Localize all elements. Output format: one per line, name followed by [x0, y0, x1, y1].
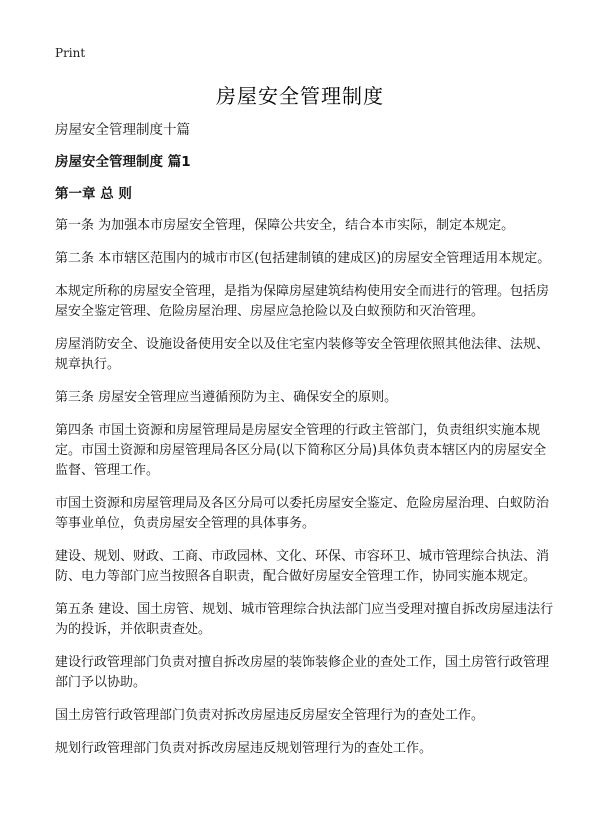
- paragraph: 建设行政管理部门负责对擅自拆改房屋的装饰装修企业的查处工作，国土房管行政管理部门予以协助。: [55, 655, 550, 690]
- print-label: Print: [55, 46, 86, 60]
- paragraph: 第四条 市国土资源和房屋管理局是房屋安全管理的行政主管部门，负责组织实施本规定。市国土资源和房屋管理局各区分局(以下简称区分局)具体负责本辖区内的房屋安全监督、管理工作。: [55, 423, 547, 478]
- paragraph: 第一条 为加强本市房屋安全管理，保障公共安全，结合本市实际，制定本规定。: [55, 218, 515, 233]
- paragraph: 房屋消防安全、设施设备使用安全以及住宅室内装修等安全管理依照其他法律、法规、规章执行。: [55, 337, 550, 372]
- paragraph: 第五条 建设、国土房管、规划、城市管理综合执法部门应当受理对擅自拆改房屋违法行为的投诉，并依职责查处。: [55, 602, 554, 637]
- paragraph: 本规定所称的房屋安全管理，是指为保障房屋建筑结构使用安全而进行的管理。包括房屋安全鉴定管理、危险房屋治理、房屋应急抢险以及白蚁预防和灭治管理。: [55, 284, 550, 319]
- paragraph: 第三条 房屋安全管理应当遵循预防为主、确保安全的原则。: [55, 390, 398, 405]
- document-body: [55, 120, 555, 772]
- paragraph: 国土房管行政管理部门负责对拆改房屋违反房屋安全管理行为的查处工作。: [55, 708, 485, 723]
- document-subtitle: 房屋安全管理制度十篇: [55, 122, 190, 138]
- paragraph: 第二条 本市辖区范围内的城市市区(包括建制镇的建成区)的房屋安全管理适用本规定。: [55, 251, 551, 266]
- paragraph: 建设、规划、财政、工商、市政园林、文化、环保、市容环卫、城市管理综合执法、消防、电力等部门应当按照各自职责，配合做好房屋安全管理工作，协同实施本规定。: [55, 549, 550, 584]
- paragraph: 市国土资源和房屋管理局及各区分局可以委托房屋安全鉴定、危险房屋治理、白蚁防治等事业单位，负责房屋安全管理的具体事务。: [55, 496, 550, 531]
- page-title: 房屋安全管理制度: [216, 84, 384, 108]
- chapter-heading: 第一章 总 则: [55, 186, 132, 202]
- paragraph: 规划行政管理部门负责对拆改房屋违反规划管理行为的查处工作。: [55, 741, 433, 756]
- article-heading: 房屋安全管理制度 篇1: [55, 154, 191, 170]
